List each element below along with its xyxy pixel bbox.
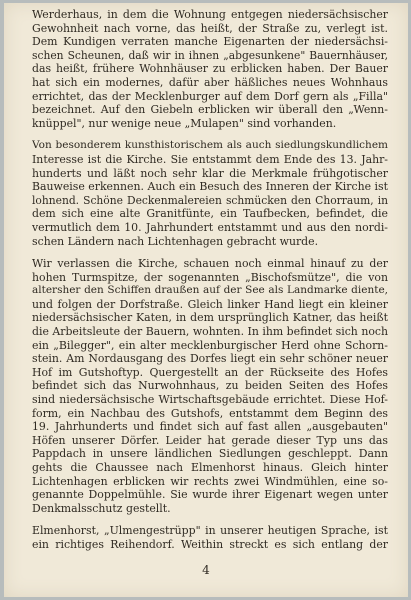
text-line: hohen Turmspitze, der sogenannten „Bischofsmütze", die von [32,270,388,284]
text-line: Höfen unserer Dörfer. Leider hat gerade dieser Typ uns das [32,433,388,447]
page-number: 4 [202,563,210,577]
text-line: hunderts und läßt noch sehr klar die Merkmale frühgotischer [32,166,388,180]
text-line: 19. Jahrhunderts und findet sich auf fast allen „ausgebauten" [32,420,388,434]
text-line: stein. Am Nordausgang des Dorfes liegt ein sehr schöner neuer [32,352,388,366]
text-line: Pappdach in unsere ländlichen Siedlungen geschleppt. Dann [32,447,388,461]
text-line: form, ein Nachbau des Gutshofs, entstammt dem Beginn des [32,406,388,420]
text-line: errichtet, das der Mecklenburger auf dem Dorf gern als „Filla" [32,89,388,103]
text-line: Bauweise erkennen. Auch ein Besuch des Inneren der Kirche ist [32,180,388,194]
text-line: und folgen der Dorfstraße. Gleich linker Hand liegt ein kleiner [32,297,388,311]
text-line: altersher den Schiffen draußen auf der See als Landmarke diente, [32,284,388,297]
text-line: vermutlich dem 10. Jahrhundert entstammt und aus den nordi- [32,220,388,234]
text-line: Dem Kundigen verraten manche Eigenarten der niedersächsi- [32,35,388,49]
text-line: schen Ländern nach Lichtenhagen gebracht wurde. [32,234,319,248]
text-line: Elmenhorst, „Ulmengestrüpp" in unserer heutigen Sprache, ist [32,524,388,538]
text-line: das heißt, frühere Wohnhäuser zu erblicken haben. Der Bauer [32,62,388,76]
text-line: knüppel", nur wenige neue „Mulapen" sind vorhanden. [32,116,337,130]
text-line: Denkmalsschutz gestellt. [32,501,171,515]
text-line: niedersächsischer Katen, in dem ursprünglich Katner, das heißt [32,311,388,325]
text-line: Werderhaus, in dem die Wohnung entgegen niedersächsischer [32,8,388,21]
body-text [32,8,388,561]
text-line: Wir verlassen die Kirche, schauen noch einmal hinauf zu der [32,257,388,271]
text-line: Interesse ist die Kirche. Sie entstammt dem Ende des 13. Jahr- [32,152,388,166]
text-line: befindet sich das Nurwohnhaus, zu beiden Seiten des Hofes [32,379,388,393]
text-line: Hof im Gutshoftyp. Quergestellt an der Rückseite des Hofes [32,365,388,379]
text-line: sind niedersächsische Wirtschaftsgebäude errichtet. Diese Hof- [32,393,388,407]
text-line: Lichtenhagen erblicken wir rechts zwei Windmühlen, eine so- [32,474,388,488]
text-line: gehts die Chaussee nach Elmenhorst hinaus. Gleich hinter [32,461,388,474]
book-page [4,3,408,597]
text-line: dem sich eine alte Granitfünte, ein Taufbecken, befindet, die [32,207,388,221]
text-line: hat sich ein modernes, dafür aber häßliches neues Wohnhaus [32,75,388,89]
paragraph [32,139,388,248]
text-line: ein „Bilegger", ein alter mecklenburgischer Herd ohne Schorn- [32,338,388,352]
text-line: Von besonderem kunsthistorischem als auch siedlungskundlichem [32,139,388,152]
text-line: ein richtiges Reihendorf. Weithin streckt es sich entlang der [32,537,388,551]
text-line: Gewohnheit nach vorne, das heißt, der Straße zu, verlegt ist. [32,21,388,35]
text-line: lohnend. Schöne Deckenmalereien schmücken den Chorraum, in [32,193,388,207]
paragraph [32,257,388,515]
text-line: schen Scheunen, daß wir in ihnen „abgesunkene" Bauernhäuser, [32,48,388,62]
text-line: genannte Doppelmühle. Sie wurde ihrer Eigenart wegen unter [32,488,388,502]
paragraph [32,524,388,551]
text-line: die Arbeitsleute der Bauern, wohnten. In ihm befindet sich noch [32,325,388,339]
text-line: bezeichnet. Auf den Giebeln erblicken wir überall den „Wenn- [32,103,388,117]
paragraph [32,8,388,130]
